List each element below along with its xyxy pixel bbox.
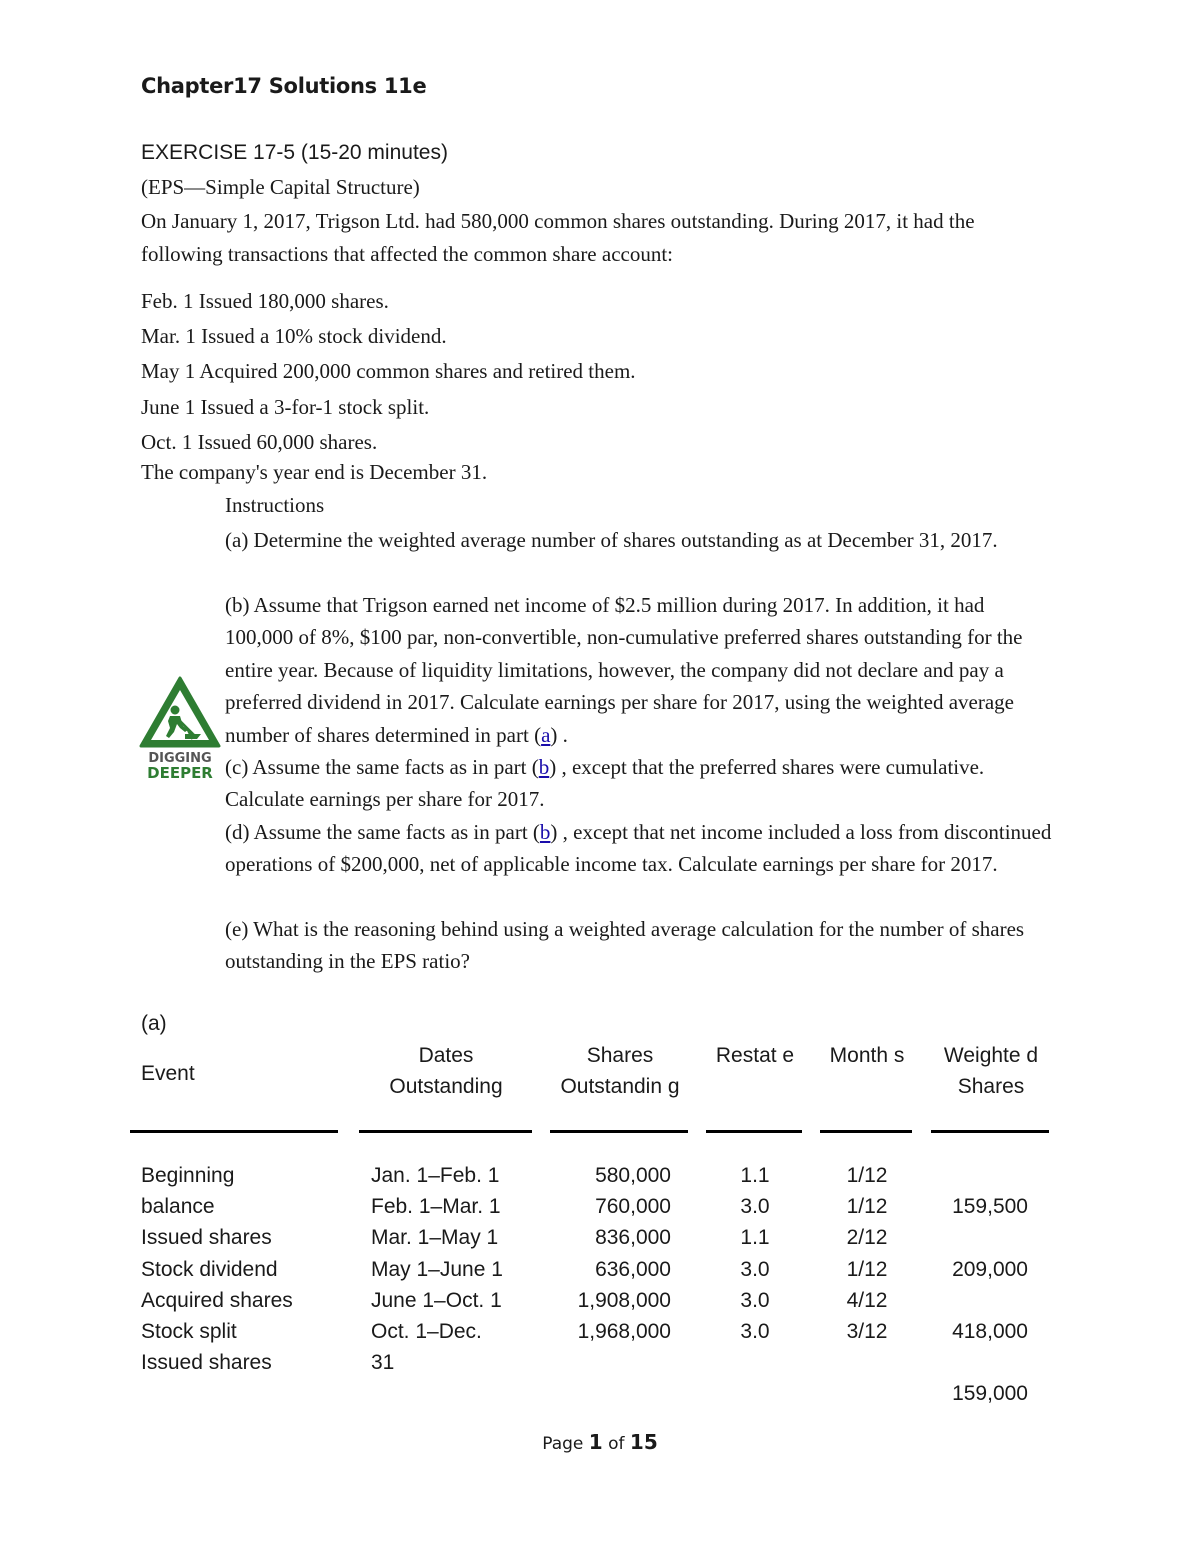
header-event: Event xyxy=(141,1062,195,1085)
table-cell: Beginning xyxy=(141,1164,235,1187)
table-cell: Acquired shares xyxy=(141,1288,293,1312)
table-cell: May 1–June 1 xyxy=(371,1257,503,1281)
table-cell: 760,000 xyxy=(595,1195,671,1219)
table-cell xyxy=(920,1160,1028,1191)
table-cell: 636,000 xyxy=(595,1257,671,1281)
header-restate: Restat e xyxy=(715,1044,795,1067)
table-cell: Jan. 1–Feb. 1 xyxy=(371,1164,500,1187)
part-b-link[interactable]: b xyxy=(538,755,550,779)
header-rule xyxy=(931,1130,1049,1133)
digging-deeper-icon xyxy=(139,676,221,784)
svg-text:DEEPER: DEEPER xyxy=(147,764,213,782)
table-cell: Issued shares xyxy=(141,1351,272,1375)
table-cell: 1.1 xyxy=(740,1226,770,1250)
table-cell: 159,000 xyxy=(952,1382,1028,1406)
page-footer: Page 1 of 15 xyxy=(542,1430,658,1454)
instruction-b: (b) Assume that Trigson earned net income of $2.5 million during 2017. In addition, it had 100,000 of 8%, $100 par, non-convertible, non-cumulative preferred shares outstanding for the entire year. Because of liquidity limitations, however, the company did not declare and pay a preferred dividend in 2017. Calculate earnings per share for 2017, using the weighted average number of shares determined in part (a) . xyxy=(225,593,1023,747)
intro-paragraph: On January 1, 2017, Trigson Ltd. had 580,000 common shares outstanding. During 2017, it had the following transactions that affected the common share account: xyxy=(141,209,975,266)
table-cell: 209,000 xyxy=(952,1257,1028,1281)
transaction-item: Mar. 1 Issued a 10% stock dividend. xyxy=(141,324,447,349)
header-rule xyxy=(706,1130,802,1133)
svg-text:DIGGING: DIGGING xyxy=(148,751,212,766)
instructions-heading: Instructions xyxy=(225,493,325,517)
header-rule xyxy=(550,1130,688,1133)
instruction-d: (d) Assume the same facts as in part (b) , except that net income included a loss from discontinued operations of $200,000, net of applicable income tax. Calculate earnings per share for 2017. xyxy=(225,820,1052,877)
table-cell: 1/12 xyxy=(846,1195,888,1219)
header-months: Month s xyxy=(829,1044,905,1067)
table-cell: June 1–Oct. 1 xyxy=(371,1288,502,1312)
table-cell: 3.0 xyxy=(740,1319,770,1343)
table-cell: 1/12 xyxy=(846,1164,888,1187)
part-a-link[interactable]: a xyxy=(541,722,551,747)
table-cell: 836,000 xyxy=(595,1226,671,1250)
exercise-subtitle: (EPS—Simple Capital Structure) xyxy=(141,175,420,199)
transaction-item: Oct. 1 Issued 60,000 shares. xyxy=(141,429,378,454)
table-cell: 31 xyxy=(371,1351,395,1375)
table-cell: 418,000 xyxy=(952,1319,1028,1343)
table-cell: 3/12 xyxy=(846,1319,888,1343)
table-cell: Oct. 1–Dec. xyxy=(371,1319,482,1343)
table-cell: Mar. 1–May 1 xyxy=(371,1226,499,1250)
table-cell: 1.1 xyxy=(740,1164,770,1187)
table-cell: 3.0 xyxy=(740,1257,770,1281)
table-cell: 4/12 xyxy=(846,1288,888,1312)
table-cell: 3.0 xyxy=(740,1195,770,1219)
header-rule xyxy=(820,1130,912,1133)
header-dates: Dates Outstanding xyxy=(389,1044,503,1098)
header-weighted: Weighte d Shares xyxy=(943,1044,1039,1098)
part-a-label: (a) xyxy=(141,1012,167,1035)
part-b-link[interactable]: b xyxy=(539,820,551,844)
page-number: 1 xyxy=(588,1430,603,1454)
table-cell xyxy=(920,1347,1028,1378)
table-cell: balance xyxy=(141,1195,215,1219)
restate-column xyxy=(713,1160,797,1347)
header-rule xyxy=(359,1130,532,1133)
document-title: Chapter17 Solutions 11e xyxy=(141,74,427,98)
table-cell: 1,908,000 xyxy=(577,1288,671,1312)
dates-column xyxy=(371,1160,541,1378)
table-cell: 1,968,000 xyxy=(577,1319,671,1343)
table-cell: Feb. 1–Mar. 1 xyxy=(371,1195,501,1219)
weighted-column xyxy=(920,1160,1028,1410)
table-cell xyxy=(920,1222,1028,1253)
header-rule xyxy=(130,1130,338,1133)
transaction-item: May 1 Acquired 200,000 common shares and retired them. xyxy=(141,359,636,384)
table-cell: Stock dividend xyxy=(141,1257,278,1281)
table-cell: 3.0 xyxy=(740,1288,770,1312)
shares-column xyxy=(540,1160,671,1347)
months-column xyxy=(827,1160,907,1347)
transaction-item: June 1 Issued a 3-for-1 stock split. xyxy=(141,394,430,419)
event-column xyxy=(141,1160,351,1378)
exercise-title: EXERCISE 17-5 (15-20 minutes) xyxy=(141,141,448,164)
table-cell: 1/12 xyxy=(846,1257,888,1281)
transaction-item: Feb. 1 Issued 180,000 shares. xyxy=(141,289,389,313)
transaction-list xyxy=(141,284,636,460)
table-cell xyxy=(920,1285,1028,1316)
year-end-note: The company's year end is December 31. xyxy=(141,460,488,484)
table-cell: 159,500 xyxy=(952,1195,1028,1219)
header-shares: Shares Outstandin g xyxy=(560,1044,680,1098)
page-total: 15 xyxy=(629,1430,658,1454)
table-cell: Issued shares xyxy=(141,1226,272,1250)
digging-deeper-icon xyxy=(139,676,221,784)
instruction-a: (a) Determine the weighted average number of shares outstanding as at December 31, 2017. xyxy=(225,528,998,552)
table-cell: Stock split xyxy=(141,1319,237,1343)
table-cell: 2/12 xyxy=(846,1226,888,1250)
instruction-e: (e) What is the reasoning behind using a weighted average calculation for the number of shares outstanding in the EPS ratio? xyxy=(225,917,1025,974)
instruction-c: (c) Assume the same facts as in part (b) , except that the preferred shares were cumulative. Calculate earnings per share for 2017. xyxy=(225,755,985,812)
table-cell: 580,000 xyxy=(595,1164,671,1187)
